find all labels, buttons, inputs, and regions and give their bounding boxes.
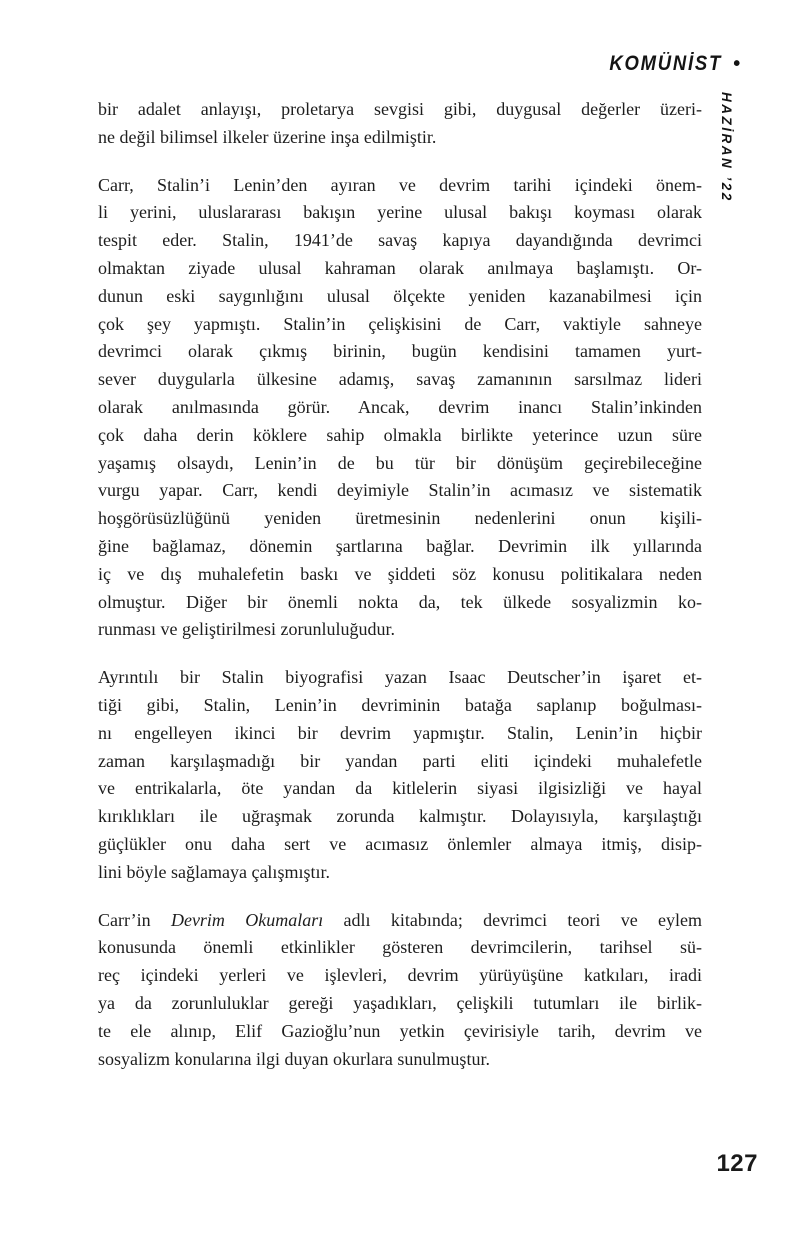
- text-line: ğine bağlamaz, dönemin şartlarına bağlar. Devrimin ilk yıllarında: [98, 535, 702, 556]
- issue-date-vertical-label: HAZİRAN ’22: [719, 92, 734, 203]
- text-line: devrimci olarak çıkmış birinin, bugün kendisini tamamen yurt-: [98, 341, 702, 362]
- text-line: tiği gibi, Stalin, Lenin’in devriminin batağa saplanıp boğulması-: [98, 694, 702, 715]
- text-line: ne değil bilimsel ilkeler üzerine inşa edilmiştir.: [98, 126, 437, 147]
- paragraph: [98, 96, 702, 152]
- text-line: güçlükler onu daha sert ve acımasız önlemler almaya itmiş, disip-: [98, 833, 702, 854]
- paragraph: [98, 172, 702, 645]
- text-line: [98, 907, 702, 935]
- text-line: Carr, Stalin’i Lenin’den ayıran ve devrim tarihi içindeki önem-: [98, 174, 702, 195]
- text-line: olarak anılmasında görür. Ancak, devrim inancı Stalin’inkinden: [98, 396, 702, 417]
- text-line: te ele alınıp, Elif Gazioğlu’nun yetkin çevirisiyle tarih, devrim ve: [98, 1020, 702, 1041]
- paragraph: [98, 907, 702, 1074]
- text-line: reç içindeki yerleri ve işlevleri, devrim yürüyüşüne katkıları, iradi: [98, 965, 702, 986]
- text-line: Ayrıntılı bir Stalin biyografisi yazan Isaac Deutscher’in işaret et-: [98, 667, 702, 688]
- text-line: olmuştur. Diğer bir önemli nokta da, tek ülkede sosyalizmin ko-: [98, 591, 702, 612]
- article-body: [98, 96, 702, 1093]
- text-line: runması ve geliştirilmesi zorunluluğudur.: [98, 619, 395, 640]
- text-line: iç ve dış muhalefetin baskı ve şiddeti söz konusu politikalara neden: [98, 563, 702, 584]
- magazine-title: KOMÜNİST: [609, 52, 722, 75]
- text-line: tespit eder. Stalin, 1941’de savaş kapıya dayandığında devrimci: [98, 230, 702, 251]
- text-line: çok şey yapmıştı. Stalin’in çelişkisini de Carr, vaktiyle sahneye: [98, 313, 702, 334]
- text-line: dunun eski saygınlığını ulusal ölçekte yeniden kazanabilmesi için: [98, 285, 702, 306]
- text-line: hoşgörüsüzlüğünü yeniden üretmesinin nedenlerini onun kişili-: [98, 508, 702, 529]
- text-line: li yerini, uluslararası bakışın yerine ulusal bakışı koyması olarak: [98, 202, 702, 223]
- page-header: [594, 52, 740, 76]
- page-number: 127: [716, 1150, 758, 1177]
- text-line: bir adalet anlayışı, proletarya sevgisi gibi, duygusal değerler üzeri-: [98, 99, 702, 119]
- text-line: sever duygularla ülkesine adamış, savaş zamanının sarsılmaz lideri: [98, 369, 702, 390]
- text-line: kırıklıkları ile uğraşmak zorunda kalmıştır. Dolayısıyla, karşılaştığı: [98, 806, 702, 827]
- text-line: konusunda önemli etkinlikler gösteren devrimcilerin, tarihsel sü-: [98, 937, 702, 958]
- paragraph: [98, 664, 702, 886]
- text-segment: adlı kitabında; devrimci teori ve eylem: [323, 909, 702, 930]
- text-line: sosyalizm konularına ilgi duyan okurlara sunulmuştur.: [98, 1048, 490, 1069]
- text-line: yaşamış olsaydı, Lenin’in de bu tür bir dönüşüm geçirebileceğine: [98, 452, 702, 473]
- text-line: vurgu yapar. Carr, kendi deyimiyle Stalin’in acımasız ve sistematik: [98, 480, 702, 501]
- text-segment: Carr’in: [98, 909, 171, 930]
- page-footer: [716, 1150, 758, 1178]
- text-line: ve entrikalarla, öte yandan da kitlelerin siyasi ilgisizliği ve hayal: [98, 778, 702, 799]
- text-line: olmaktan ziyade ulusal kahraman olarak anılmaya başlamıştı. Or-: [98, 257, 702, 278]
- bullet-icon: •: [732, 53, 740, 75]
- text-line: zaman karşılaşmadığı bir yandan parti eliti içindeki muhalefetle: [98, 750, 702, 771]
- text-line: çok daha derin köklere sahip olmakla birlikte yeterince uzun süre: [98, 424, 702, 445]
- text-line: ya da zorunluluklar gereği yaşadıkları, çelişkili tutumları ile birlik-: [98, 992, 702, 1013]
- book-title-italic: Devrim Okumaları: [170, 909, 324, 930]
- text-line: nı engelleyen ikinci bir devrim yapmıştır. Stalin, Lenin’in hiçbir: [98, 722, 702, 743]
- text-line: lini böyle sağlamaya çalışmıştır.: [98, 861, 330, 882]
